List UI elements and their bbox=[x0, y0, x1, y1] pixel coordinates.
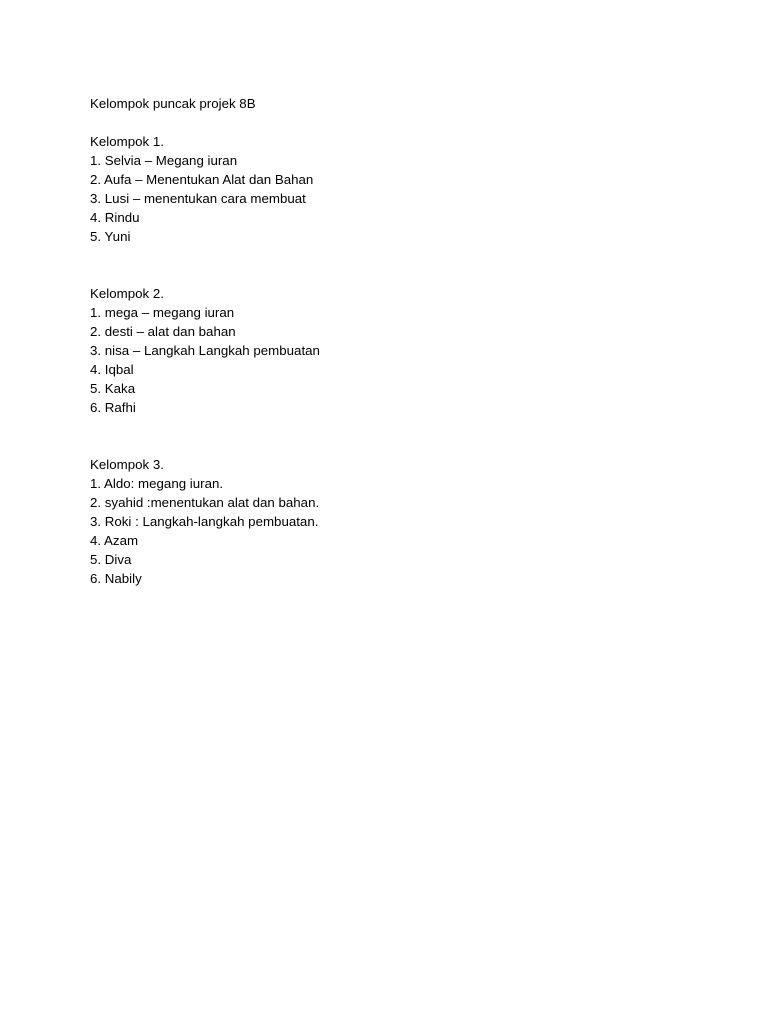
list-item: 2. Aufa – Menentukan Alat dan Bahan bbox=[90, 172, 314, 187]
list-item: 6. Rafhi bbox=[90, 400, 136, 415]
list-item: 2. desti – alat dan bahan bbox=[90, 324, 236, 339]
group-heading: Kelompok 2. bbox=[90, 286, 164, 301]
list-item: 3. Roki : Langkah-langkah pembuatan. bbox=[90, 514, 319, 529]
group-3 bbox=[90, 455, 690, 588]
document-body bbox=[90, 94, 690, 588]
list-item: 3. nisa – Langkah Langkah pembuatan bbox=[90, 343, 320, 358]
list-item: 5. Kaka bbox=[90, 381, 136, 396]
list-item: 5. Diva bbox=[90, 552, 132, 567]
list-item: 1. Selvia – Megang iuran bbox=[90, 153, 238, 168]
list-item: 4. Azam bbox=[90, 533, 139, 548]
list-item: 3. Lusi – menentukan cara membuat bbox=[90, 191, 306, 206]
list-item: 6. Nabily bbox=[90, 571, 142, 586]
list-item: 1. Aldo: megang iuran. bbox=[90, 476, 224, 491]
group-2 bbox=[90, 284, 690, 417]
document-title: Kelompok puncak projek 8B bbox=[90, 96, 256, 111]
group-heading: Kelompok 1. bbox=[90, 134, 164, 149]
group-1 bbox=[90, 132, 690, 246]
list-item: 5. Yuni bbox=[90, 229, 131, 244]
list-item: 4. Rindu bbox=[90, 210, 140, 225]
group-heading: Kelompok 3. bbox=[90, 457, 164, 472]
list-item: 1. mega – megang iuran bbox=[90, 305, 235, 320]
list-item: 2. syahid :menentukan alat dan bahan. bbox=[90, 495, 320, 510]
list-item: 4. Iqbal bbox=[90, 362, 134, 377]
